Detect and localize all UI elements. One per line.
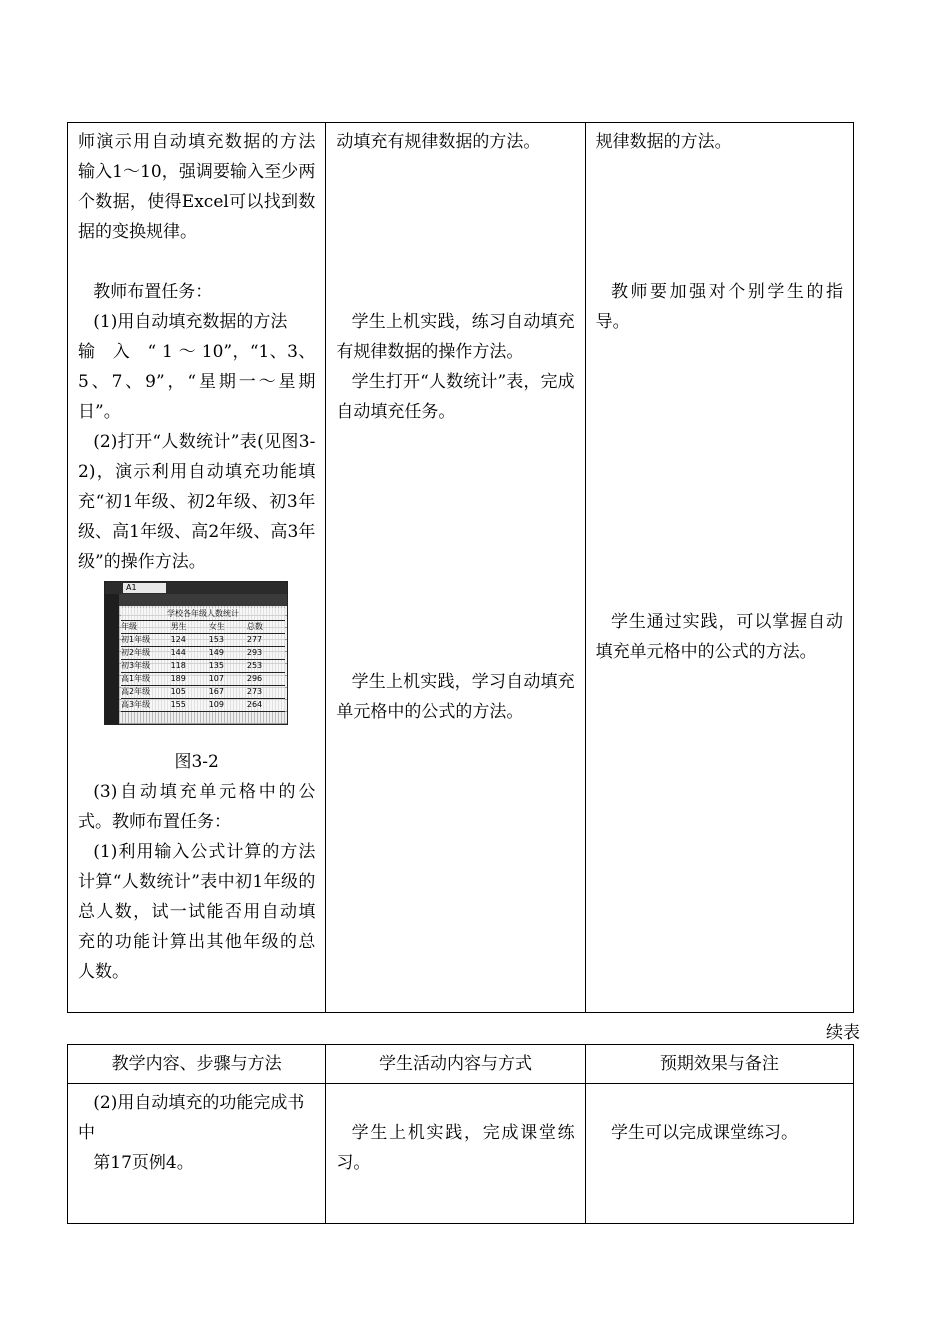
effect-3: 学生通过实践，可以掌握自动填充单元格中的公式的方法。: [595, 612, 843, 662]
effect-1: 规律数据的方法。: [595, 132, 732, 152]
task-1-line: (1)用自动填充数据的方法: [93, 312, 288, 332]
activity-1: 动填充有规律数据的方法。: [336, 132, 541, 152]
figure-caption: 图3-2: [174, 752, 219, 772]
sheet-cell: 高1年级: [121, 674, 151, 683]
header-expected-effect: 预期效果与备注: [585, 1045, 853, 1084]
spreadsheet-figure: [104, 581, 288, 725]
sheet-cell: 296: [246, 674, 263, 683]
activity-4: 学生上机实践，学习自动填充单元格中的公式的方法。: [336, 672, 575, 722]
activity-5: 学生上机实践，完成课堂练习。: [336, 1123, 575, 1173]
sheet-row: [121, 673, 285, 686]
sheet-cell: 273: [246, 687, 263, 696]
sheet-cell: 总数: [246, 622, 263, 631]
sheet-cell: 118: [170, 661, 186, 670]
sheet-cell: 167: [208, 687, 224, 696]
sheet-row: [121, 647, 285, 660]
sheet-rows: [121, 608, 285, 712]
demo-text: 师演示用自动填充数据的方法输入1～10，强调要输入至少两个数据，使得Excel可以找到数据的变换规律。: [78, 132, 316, 242]
row-header: [105, 594, 119, 724]
task-3-1: (1)利用输入公式计算的方法计算“人数统计”表中初1年级的总人数，试一试能否用自动填充的功能计算出其他年级的总人数。: [78, 842, 316, 982]
sheet-cell: 高2年级: [121, 687, 151, 696]
teaching-content-cell: [68, 123, 326, 1013]
lesson-table-1: [67, 122, 854, 1013]
sheet-cell: 135: [208, 661, 224, 670]
effect-2: 教师要加强对个别学生的指导。: [595, 282, 843, 332]
sheet-cell: 109: [208, 700, 224, 709]
sheet-cell: 277: [246, 635, 263, 644]
sheet-cell: 女生: [208, 622, 225, 631]
task-1-detail: 输 入 “ 1 ～ 10”，“1、3、5、7、9”，“星期一～星期日”。: [78, 342, 316, 422]
sheet-cell: 高3年级: [121, 700, 151, 709]
sheet-header-row: [121, 621, 285, 634]
sheet-cell: 初1年级: [121, 635, 151, 644]
sheet-cell: 年级: [121, 622, 137, 631]
expected-effect-cell: [585, 123, 853, 1013]
expected-effect-cell-2: [585, 1084, 853, 1224]
sheet-cell: 153: [208, 635, 224, 644]
sheet-cell: 149: [208, 648, 224, 657]
activity-2: 学生上机实践，练习自动填充有规律数据的操作方法。: [336, 312, 575, 362]
lesson-table-2: [67, 1044, 854, 1224]
sheet-cell: 144: [170, 648, 186, 657]
sheet-title: 学校各年级人数统计: [121, 608, 285, 621]
column-header: [119, 594, 287, 606]
cell-reference: A1: [123, 583, 166, 593]
sheet-cell: 初2年级: [121, 648, 151, 657]
activity-3: 学生打开“人数统计”表，完成自动填充任务。: [336, 372, 575, 422]
header-teaching-content: 教学内容、步骤与方法: [68, 1045, 326, 1084]
task-3: (3)自动填充单元格中的公式。教师布置任务：: [78, 782, 316, 832]
student-activity-cell-2: [326, 1084, 585, 1224]
effect-4: 学生可以完成课堂练习。: [610, 1123, 798, 1143]
sheet-row: [121, 699, 285, 712]
continued-label: 续表: [826, 1023, 860, 1043]
teaching-content-cell-2: [68, 1084, 326, 1224]
sheet-cell: 264: [246, 700, 263, 709]
task-2: (2)打开“人数统计”表(见图3-2)，演示利用自动填充功能填充“初1年级、初2年级、初3年级、高1年级、高2年级、高3年级”的操作方法。: [78, 432, 316, 572]
header-student-activity: 学生活动内容与方式: [326, 1045, 585, 1084]
task-4-line: (2)用自动填充的功能完成书中: [78, 1093, 305, 1143]
sheet-row: [121, 634, 285, 647]
sheet-cell: 293: [246, 648, 263, 657]
sheet-cell: 107: [208, 674, 224, 683]
sheet-cell: 253: [246, 661, 263, 670]
sheet-row: [121, 660, 285, 673]
sheet-cell: 155: [170, 700, 186, 709]
sheet-cell: 124: [170, 635, 186, 644]
sheet-cell: 189: [170, 674, 186, 683]
task-4-page: 第17页例4。: [93, 1153, 194, 1173]
sheet-row: [121, 686, 285, 699]
student-activity-cell: [326, 123, 585, 1013]
sheet-cell: 男生: [170, 622, 187, 631]
sheet-cell: 105: [170, 687, 186, 696]
sheet-cell: 初3年级: [121, 661, 151, 670]
task-heading: 教师布置任务：: [93, 282, 213, 302]
